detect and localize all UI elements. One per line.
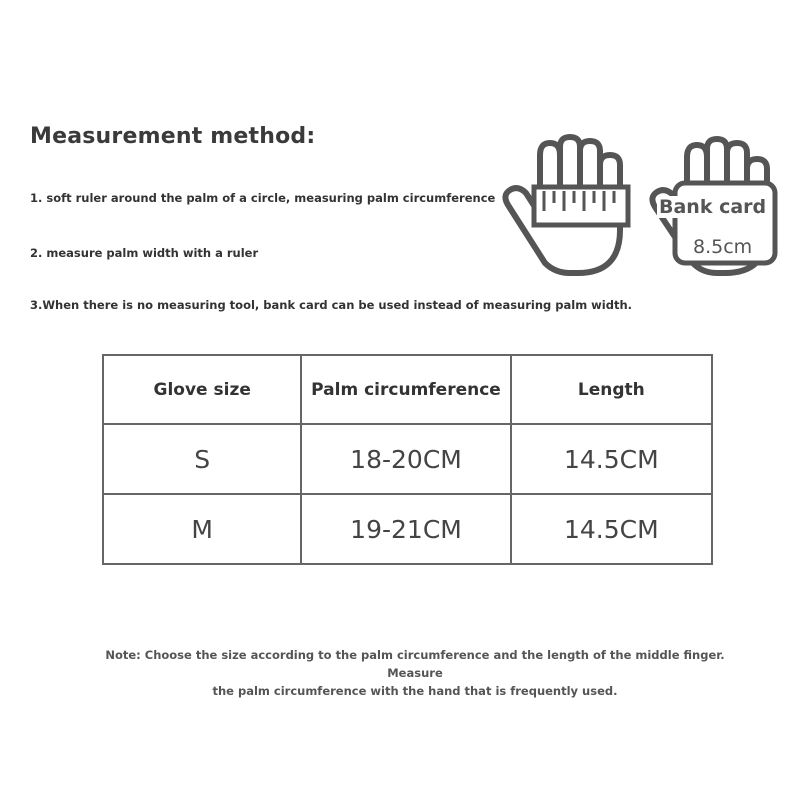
header-glove-size: Glove size — [103, 355, 301, 424]
cell-palm-circumference: 18-20CM — [301, 424, 510, 494]
cell-palm-circumference: 19-21CM — [301, 494, 510, 564]
header-palm-circumference: Palm circumference — [301, 355, 510, 424]
cell-length: 14.5CM — [511, 494, 712, 564]
table-row — [103, 494, 712, 564]
note-line-2: the palm circumference with the hand that is frequently used. — [212, 684, 618, 698]
hand-with-ruler-icon — [500, 135, 640, 280]
header-length: Length — [511, 355, 712, 424]
page-title: Measurement method: — [30, 124, 316, 149]
note-line-1: Note: Choose the size according to the palm circumference and the length of the middle finger. Measure — [105, 648, 725, 680]
cell-size: M — [103, 494, 301, 564]
size-note — [100, 646, 730, 700]
glove-size-table — [102, 354, 713, 565]
bank-card-label: Bank card — [659, 196, 767, 218]
instruction-step-2: 2. measure palm width with a ruler — [30, 246, 259, 260]
cell-length: 14.5CM — [511, 424, 712, 494]
cell-size: S — [103, 424, 301, 494]
card-width-measurement: 8.5cm — [693, 236, 753, 258]
table-header-row — [103, 355, 712, 424]
instruction-step-3: 3.When there is no measuring tool, bank card can be used instead of measuring palm width. — [30, 298, 633, 312]
instruction-step-1: 1. soft ruler around the palm of a circle, measuring palm circumference — [30, 191, 496, 205]
table-row — [103, 424, 712, 494]
